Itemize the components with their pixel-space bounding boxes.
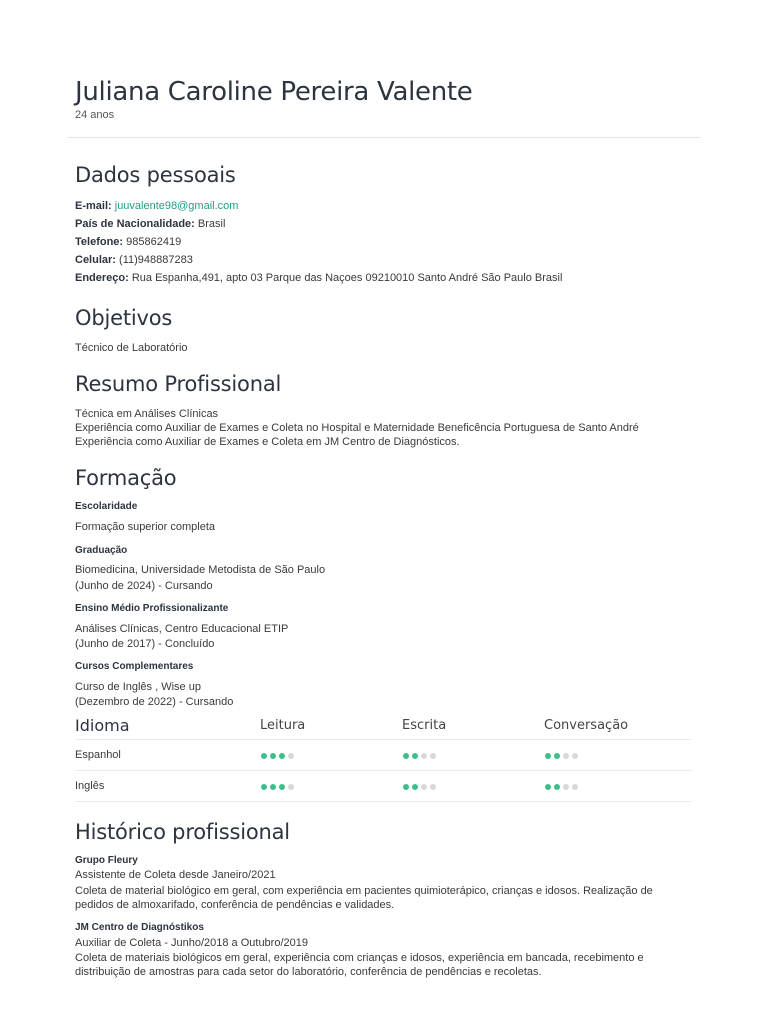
- email-link[interactable]: juuvalente98@gmail.com: [114, 200, 239, 212]
- rating-dot-empty: [430, 753, 436, 759]
- column-writing: Escrita: [402, 718, 447, 733]
- job-description: pedidos de almoxarifado, conferência de pendências e validades.: [75, 899, 395, 911]
- email-line: [75, 199, 238, 213]
- education-heading: Graduação: [75, 545, 128, 556]
- job-role: Auxiliar de Coleta - Junho/2018 a Outubro/2019: [75, 937, 308, 949]
- rating-dot-filled: [554, 753, 560, 759]
- email-label: E-mail:: [75, 200, 112, 212]
- mobile-value: (11)948887283: [119, 254, 193, 266]
- education-heading: Escolaridade: [75, 501, 138, 512]
- rating-dot-filled: [270, 784, 276, 790]
- rating-dots: [403, 784, 436, 790]
- education-heading: Cursos Complementares: [75, 661, 194, 672]
- section-title-summary: Resumo Profissional: [75, 372, 282, 396]
- column-reading: Leitura: [260, 718, 306, 733]
- section-title-education: Formação: [75, 466, 177, 490]
- education-detail: Formação superior completa: [75, 521, 216, 533]
- candidate-name: Juliana Caroline Pereira Valente: [75, 77, 473, 107]
- nationality-value: Brasil: [197, 218, 226, 230]
- rating-dots: [403, 753, 436, 759]
- section-title-objectives: Objetivos: [75, 306, 173, 330]
- education-period: (Junho de 2017) - Concluído: [75, 638, 215, 650]
- job-company: Grupo Fleury: [75, 855, 138, 866]
- rating-dot-empty: [430, 784, 436, 790]
- rating-dot-empty: [421, 753, 427, 759]
- address-line: [75, 271, 562, 285]
- language-row-divider: [75, 770, 692, 771]
- rating-dots: [545, 784, 578, 790]
- job-company: JM Centro de Diagnóstikos: [75, 922, 204, 933]
- rating-dot-empty: [563, 784, 569, 790]
- rating-dot-filled: [554, 784, 560, 790]
- rating-dot-filled: [412, 784, 418, 790]
- summary-line: Experiência como Auxiliar de Exames e Coleta no Hospital e Maternidade Beneficência Portuguesa de Santo André: [75, 422, 639, 434]
- rating-dot-empty: [563, 753, 569, 759]
- rating-dot-empty: [288, 784, 294, 790]
- rating-dot-filled: [261, 784, 267, 790]
- rating-dot-empty: [572, 784, 578, 790]
- job-description: Coleta de materiais biológicos em geral, experiência com crianças e idosos, experiência em bancada, recebimento e: [75, 952, 644, 964]
- column-speaking: Conversação: [544, 718, 629, 733]
- language-name: Inglês: [75, 780, 105, 792]
- job-description: Coleta de material biológico em geral, com experiência em pacientes quimioterápico, crianças e idosos. Realização de: [75, 885, 653, 897]
- rating-dots: [261, 753, 294, 759]
- language-name: Espanhol: [75, 749, 121, 761]
- education-period: (Dezembro de 2022) - Cursando: [75, 696, 234, 708]
- summary-line: Experiência como Auxiliar de Exames e Coleta em JM Centro de Diagnósticos.: [75, 436, 460, 448]
- rating-dot-empty: [288, 753, 294, 759]
- education-detail: Curso de Inglês , Wise up: [75, 681, 201, 693]
- address-label: Endereço:: [75, 272, 129, 284]
- address-value: Rua Espanha,491, apto 03 Parque das Naçoes 09210010 Santo André São Paulo Brasil: [131, 272, 563, 284]
- rating-dot-filled: [403, 753, 409, 759]
- rating-dot-filled: [412, 753, 418, 759]
- rating-dot-empty: [572, 753, 578, 759]
- rating-dots: [261, 784, 294, 790]
- summary-line: Técnica em Análises Clínicas: [75, 408, 219, 420]
- rating-dot-empty: [421, 784, 427, 790]
- rating-dot-filled: [261, 753, 267, 759]
- nationality-label: País de Nacionalidade:: [75, 218, 195, 230]
- education-detail: Análises Clínicas, Centro Educacional ETIP: [75, 623, 289, 635]
- header-divider: [68, 137, 700, 138]
- rating-dot-filled: [545, 753, 551, 759]
- education-heading: Ensino Médio Profissionalizante: [75, 603, 229, 614]
- mobile-label: Celular:: [75, 254, 116, 266]
- rating-dot-filled: [270, 753, 276, 759]
- rating-dots: [545, 753, 578, 759]
- phone-line: [75, 235, 181, 249]
- rating-dot-filled: [279, 784, 285, 790]
- rating-dot-filled: [279, 753, 285, 759]
- objectives-text: Técnico de Laboratório: [75, 342, 188, 354]
- rating-dot-filled: [545, 784, 551, 790]
- phone-value: 985862419: [126, 236, 182, 248]
- language-row-divider: [75, 801, 692, 802]
- rating-dot-filled: [403, 784, 409, 790]
- education-period: (Junho de 2024) - Cursando: [75, 580, 213, 592]
- section-title-history: Histórico profissional: [75, 820, 290, 844]
- candidate-age: 24 anos: [75, 109, 115, 121]
- languages-title: Idioma: [75, 716, 130, 735]
- phone-label: Telefone:: [75, 236, 124, 248]
- section-title-personal: Dados pessoais: [75, 163, 236, 187]
- mobile-line: [75, 253, 193, 267]
- language-row-divider: [75, 739, 692, 740]
- nationality-line: [75, 217, 225, 231]
- job-description: distribuição de amostras para cada setor do laboratório, conferência de pendências e recoletas.: [75, 966, 542, 978]
- education-detail: Biomedicina, Universidade Metodista de São Paulo: [75, 564, 326, 576]
- job-role: Assistente de Coleta desde Janeiro/2021: [75, 869, 276, 881]
